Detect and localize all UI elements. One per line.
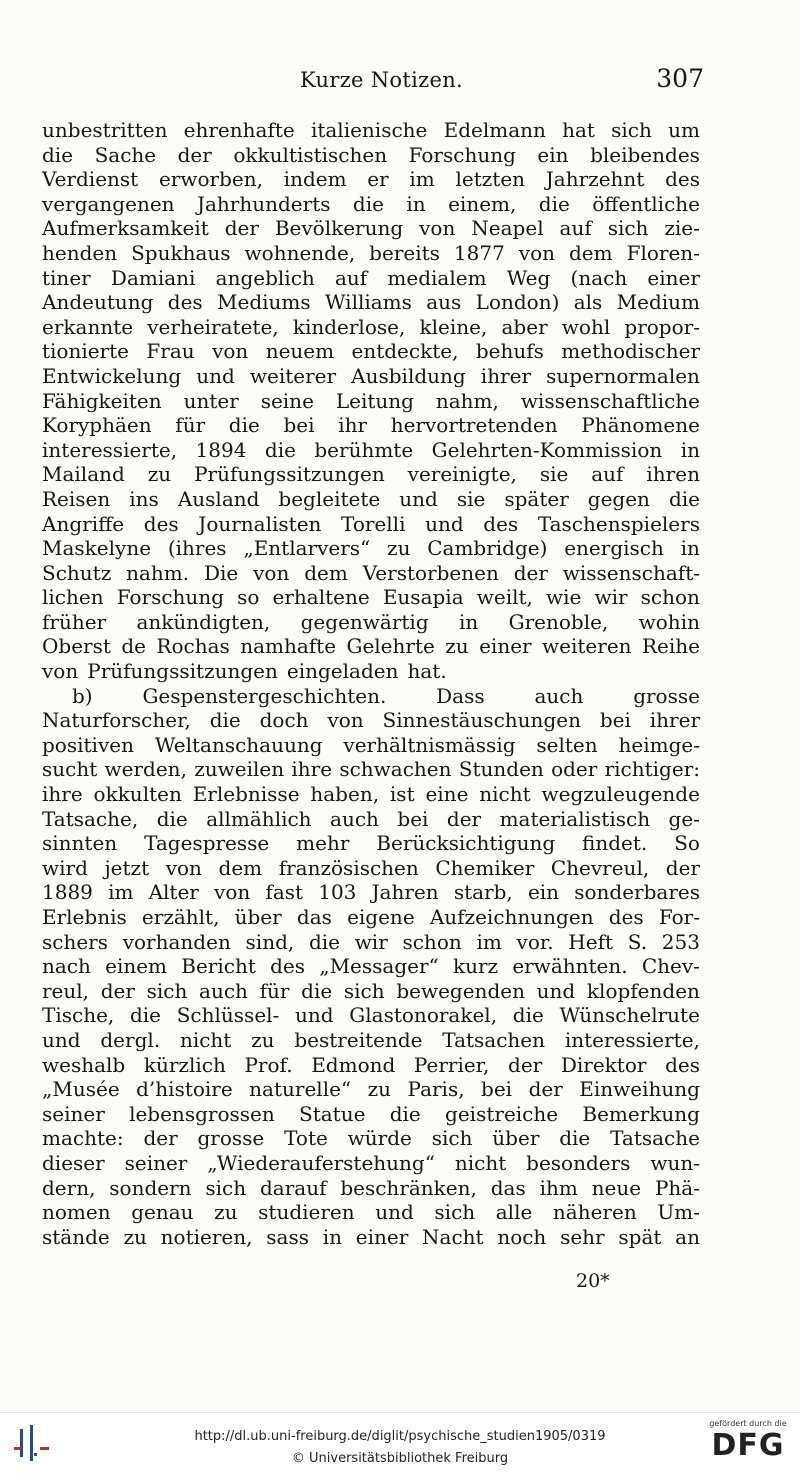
- running-title: Kurze Notizen.: [300, 68, 464, 92]
- text-line: vergangenen Jahrhunderts die in einem, die öffentliche: [42, 191, 700, 216]
- text-line: wird jetzt von dem französischen Chemiker Chevreul, der: [42, 855, 700, 880]
- text-line: Tische, die Schlüssel- und Glastonorakel, die Wünschelrute: [42, 1003, 700, 1028]
- dfg-logo: [706, 1419, 790, 1469]
- text-line: Reisen ins Ausland begleitete und sie später gegen die: [42, 486, 700, 511]
- text-line: Fähigkeiten unter seine Leitung nahm, wissenschaftliche: [42, 388, 700, 413]
- text-line: und dergl. nicht zu bestreitende Tatsachen interessierte,: [42, 1027, 700, 1052]
- body-text: [42, 118, 700, 1249]
- text-line: nomen genau zu studieren und sich alle näheren Um-: [42, 1200, 700, 1225]
- text-line: sinnten Tagespresse mehr Berücksichtigung findet. So: [42, 831, 700, 856]
- text-line: die Sache der okkultistischen Forschung ein bleibendes: [42, 142, 700, 167]
- text-line: weshalb kürzlich Prof. Edmond Perrier, der Direktor des: [42, 1052, 700, 1077]
- text-line: früher ankündigten, gegenwärtig in Grenoble, wohin: [42, 609, 700, 634]
- text-line: seiner lebensgrossen Statue die geistreiche Bemerkung: [42, 1101, 700, 1126]
- text-line: nach einem Bericht des „Messager“ kurz erwähnten. Chev-: [42, 954, 700, 979]
- text-line: erkannte verheiratete, kinderlose, kleine, aber wohl propor-: [42, 314, 700, 339]
- text-line: Naturforscher, die doch von Sinnestäuschungen bei ihrer: [42, 708, 700, 733]
- text-line: Oberst de Rochas namhafte Gelehrte zu einer weiteren Reihe: [42, 634, 700, 659]
- text-line: dern, sondern sich darauf beschränken, das ihm neue Phä-: [42, 1175, 700, 1200]
- text-line: stände zu notieren, sass in einer Nacht noch sehr spät an: [42, 1224, 700, 1249]
- footer-bar: [0, 1412, 800, 1473]
- text-line: Aufmerksamkeit der Bevölkerung von Neapel auf sich zie-: [42, 216, 700, 241]
- text-line: Tatsache, die allmählich auch bei der materialistisch ge-: [42, 806, 700, 831]
- text-line: b) Gespenstergeschichten. Dass auch grosse: [72, 683, 700, 708]
- text-line: von Prüfungssitzungen eingeladen hat.: [42, 659, 447, 684]
- text-line: tiner Damiani angeblich auf medialem Weg (nach einer: [42, 265, 700, 290]
- signature-mark: 20*: [576, 1270, 610, 1292]
- text-line: schers vorhanden sind, die wir schon im vor. Heft S. 253: [42, 929, 700, 954]
- text-line: tionierte Frau von neuem entdeckte, behufs methodischer: [42, 339, 700, 364]
- source-url-link[interactable]: http://dl.ub.uni-freiburg.de/diglit/psychische_studien1905/0319: [194, 1429, 606, 1444]
- dfg-funding-text: gefördert durch die: [709, 1419, 787, 1428]
- dfg-logo-text: DFG: [711, 1428, 785, 1463]
- text-line: Angriffe des Journalisten Torelli und des Taschenspielers: [42, 511, 700, 536]
- text-line: machte: der grosse Tote würde sich über die Tatsache: [42, 1126, 700, 1151]
- text-line: Erlebnis erzählt, über das eigene Aufzeichnungen des For-: [42, 905, 700, 929]
- text-line: unbestritten ehrenhafte italienische Edelmann hat sich um: [42, 118, 700, 142]
- text-line: ihre okkulten Erlebnisse haben, ist eine nicht wegzuleugende: [42, 782, 700, 807]
- text-line: Koryphäen für die bei ihr hervortretenden Phänomene: [42, 413, 700, 438]
- text-line: 1889 im Alter von fast 103 Jahren starb, ein sonderbares: [42, 880, 700, 905]
- text-line: Mailand zu Prüfungssitzungen vereinigte, sie auf ihren: [42, 462, 700, 487]
- running-head: [300, 64, 704, 94]
- text-line: Schutz nahm. Die von dem Verstorbenen der wissenschaft-: [42, 560, 700, 585]
- text-line: Entwickelung und weiterer Ausbildung ihrer supernormalen: [42, 363, 700, 388]
- text-line: dieser seiner „Wiederauferstehung“ nicht besonders wun-: [42, 1150, 700, 1175]
- text-line: lichen Forschung so erhaltene Eusapia weilt, wie wir schon: [42, 585, 700, 610]
- text-line: Maskelyne (ihres „Entlarvers“ zu Cambridge) energisch in: [42, 536, 700, 561]
- text-line: Andeutung des Mediums Williams aus London) als Medium: [42, 290, 700, 315]
- page-number: 307: [656, 64, 704, 93]
- text-line: „Musée d’histoire naturelle“ zu Paris, bei der Einweihung: [42, 1077, 700, 1102]
- text-line: interessierte, 1894 die berühmte Gelehrten-Kommission in: [42, 437, 700, 462]
- text-line: Verdienst erworben, indem er im letzten Jahrzehnt des: [42, 167, 700, 192]
- text-line: positiven Weltanschauung verhältnismässig selten heimge-: [42, 732, 700, 757]
- copyright-text: © Universitätsbibliothek Freiburg: [291, 1451, 509, 1466]
- text-line: henden Spukhaus wohnende, bereits 1877 von dem Floren-: [42, 240, 700, 265]
- text-line: reul, der sich auch für die sich bewegenden und klopfenden: [42, 978, 700, 1003]
- text-line: sucht werden, zuweilen ihre schwachen Stunden oder richtiger:: [42, 757, 700, 782]
